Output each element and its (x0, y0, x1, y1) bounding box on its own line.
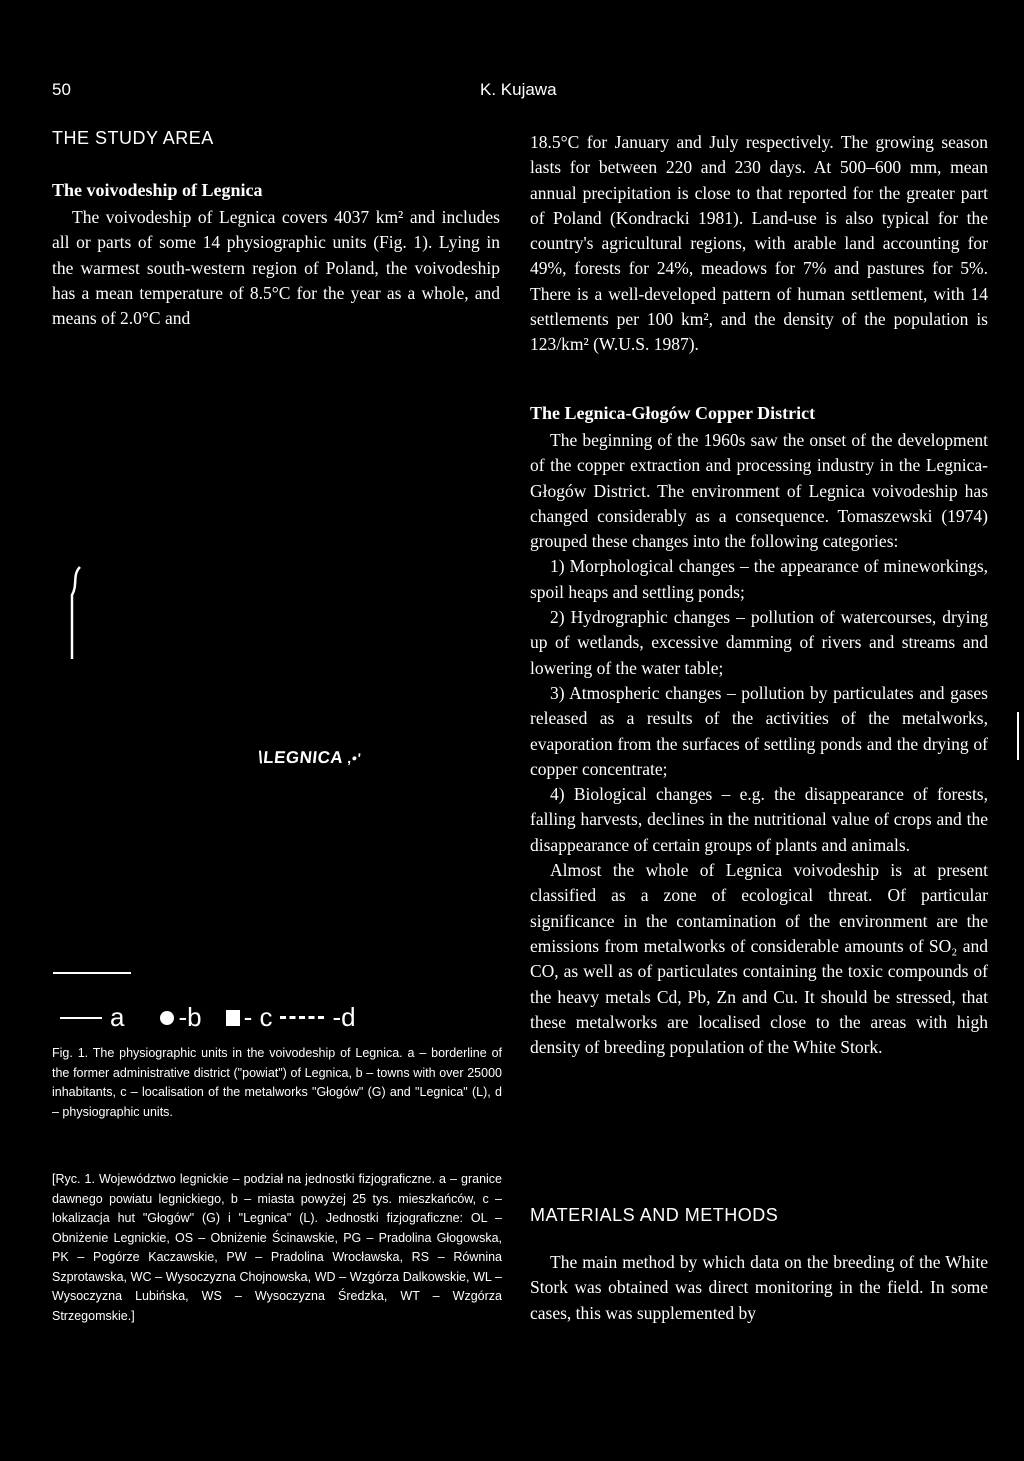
section-heading-study-area: THE STUDY AREA (52, 128, 214, 148)
subheading-voivodeship: The voivodeship of Legnica (52, 180, 263, 200)
change-item-hydrographic: 2) Hydrographic changes – pollution of watercourses, drying up of wetlands, excessive damming of rivers and streams and lowering of the water table; (530, 607, 988, 678)
running-head-author: K. Kujawa (480, 80, 557, 99)
map-border-fragment (66, 565, 86, 661)
legend-label-b: -b (178, 1002, 202, 1032)
map-label-legnica: \LEGNICA ,•' (257, 748, 363, 767)
section-heading-methods: MATERIALS AND METHODS (530, 1205, 779, 1225)
copper-district-body (530, 428, 988, 1060)
figure-caption-polish: [Ryc. 1. Województwo legnickie – podział na jednostki fizjograficzne. a – granice dawnego powiatu legnickiego, b – miasta powyżej 25 tys. mieszkańców, c – lokalizacja hut "Głogów" (G) i "Legnica" (L). Jednostki fizjograficzne: OL – Obniżenie Legnickie, OS – Obniżenie Ścinawskie, PG – Pradolina Głogowska, PK – Pogórze Kaczawskie, PW – Pradolina Wrocławska, RS – Równina Szprotawska, WC – Wysoczyzna Chojnowska, WD – Wzgórza Dalkowskie, WL – Wysoczyzna Lubińska, WS – Wysoczyzna Średzka, WT – Wzgórza Strzegomskie.] (52, 1172, 502, 1323)
legend-label-a: a (110, 1002, 125, 1032)
legend-square-swatch (226, 1010, 240, 1026)
legend-line-swatch (60, 1017, 102, 1019)
page-edge-mark (1017, 712, 1019, 760)
map-boundary-stroke (53, 972, 131, 974)
study-area-paragraph-right (530, 130, 988, 358)
page-number: 50 (52, 80, 71, 99)
copper-district-intro: The beginning of the 1960s saw the onset of the development of the copper extraction and processing industry in the Legnica-Głogów District. The environment of Legnica voivodeship has changed considerably as a consequence. Tomaszewski (1974) grouped these changes into the following categories: (530, 430, 988, 552)
legend-label-c: - c (243, 1002, 273, 1032)
map-legend (60, 1002, 356, 1033)
legend-label-d: -d (332, 1002, 356, 1032)
study-area-text-right: 18.5°C for January and July respectively. The growing season lasts for between 220 and 230 days. At 500–600 mm, mean annual precipitation is close to that reported for the greater part of Poland (Kondracki 1981). Land-use is also typical for the country's agricultural regions, with arable land accounting for 49%, forests for 24%, meadows for 7% and pastures for 5%. There is a well-developed pattern of human settlement, with 14 settlements per 100 km², and the density of the population is 123/km² (W.U.S. 1987). (530, 132, 988, 355)
study-area-paragraph-left (52, 205, 500, 331)
methods-paragraph (530, 1250, 988, 1326)
study-area-text-left: The voivodeship of Legnica covers 4037 km² and includes all or parts of some 14 physiographic units (Fig. 1). Lying in the warmest south-western region of Poland, the voivodeship has a mean temperature of 8.5°C for the year as a whole, and means of 2.0°C and (52, 207, 500, 329)
subheading-copper-district: The Legnica-Głogów Copper District (530, 403, 816, 423)
copper-district-closing: Almost the whole of Legnica voivodeship is at present classified as a zone of ecological threat. Of particular significance in the contamination of the environment are the emissions from metalworks of considerable amounts of SO₂ and CO, as well as of particulates containing the toxic compounds of the heavy metals Cd, Pb, Zn and Cu. It should be stressed, that these metalworks are localised close to the areas with high density of breeding population of the White Stork. (530, 860, 988, 1058)
map-city-name: LEGNICA (262, 748, 345, 767)
change-item-morphological: 1) Morphological changes – the appearance of mineworkings, spoil heaps and settling ponds; (530, 556, 988, 602)
change-item-biological: 4) Biological changes – e.g. the disappearance of forests, falling harvests, declines in the nutritional value of crops and the disappearance of certain groups of plants and animals. (530, 784, 988, 855)
methods-text: The main method by which data on the breeding of the White Stork was obtained was direct monitoring in the field. In some cases, this was supplemented by (530, 1252, 988, 1323)
change-item-atmospheric: 3) Atmospheric changes – pollution by particulates and gases released as a results of the activities of the metalworks, evaporation from the surfaces of settling ponds and the drying of copper concentrate; (530, 682, 988, 779)
legend-dot-swatch (160, 1011, 174, 1025)
legend-dash-swatch (280, 1016, 324, 1019)
figure-caption-english: Fig. 1. The physiographic units in the voivodeship of Legnica. a – borderline of the former administrative district ("powiat") of Legnica, b – towns with over 25000 inhabitants, c – localisation of the metalworks "Głogów" (G) and "Legnica" (L), d – physiographic units. (52, 1046, 502, 1119)
